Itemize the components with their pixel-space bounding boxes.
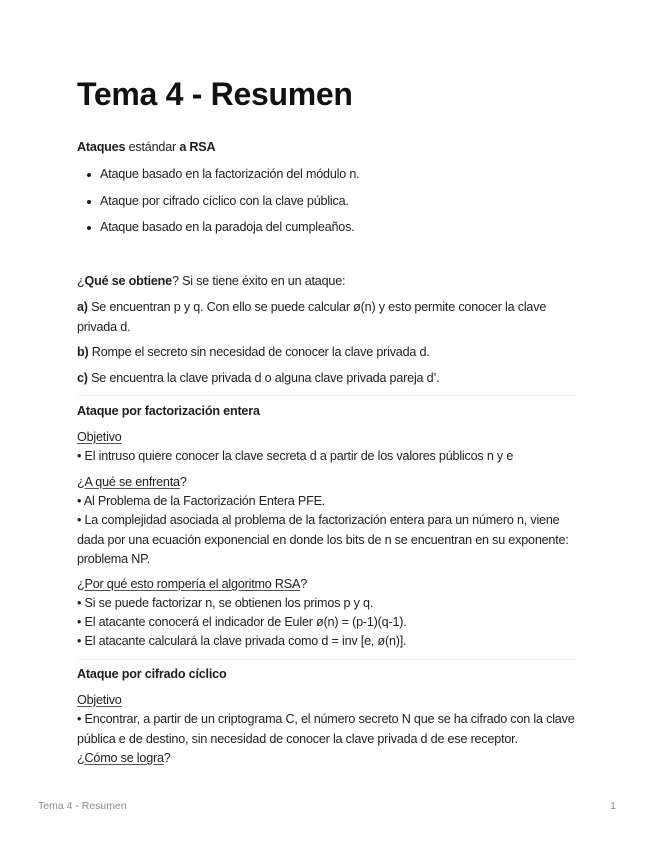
intro-bold-ataques: Ataques	[77, 140, 126, 154]
section1-objetivo-label	[77, 428, 577, 448]
list-item: Ataque basado en la factorización del módulo n.	[77, 165, 577, 185]
question-suffix: ?	[179, 475, 187, 489]
attacks-list	[77, 165, 577, 245]
section2-heading-text: Ataque por cifrado cíclico	[77, 667, 227, 681]
question-bold: Qué se obtiene	[84, 274, 172, 288]
question-link[interactable]: A qué se enfrenta	[84, 475, 180, 489]
page-title: Tema 4 - Resumen	[77, 76, 353, 112]
section1-q2-line3: • El atacante calculará la clave privada como d = inv [e, ø(n)].	[77, 634, 407, 648]
page-number: 1	[610, 800, 616, 812]
section1-question2	[77, 575, 577, 595]
objetivo-link[interactable]: Objetivo	[77, 693, 122, 707]
question-link[interactable]: Cómo se logra	[84, 751, 164, 765]
question-prefix: ¿	[77, 475, 85, 489]
list-item: Ataque por cifrado cíclico con la clave pública.	[77, 192, 577, 212]
section1-heading-text: Ataque por factorización entera	[77, 404, 260, 418]
section1-q2-line1: • Si se puede factorizar n, se obtienen los primos p y q.	[77, 596, 374, 610]
section-divider	[77, 395, 577, 396]
question-link[interactable]: Por qué esto rompería el algoritmo RSA	[84, 577, 301, 591]
question-suffix: ?	[163, 751, 171, 765]
section1-heading	[77, 402, 577, 422]
section1-objetivo-text: • El intruso quiere conocer la clave secreta d a partir de los valores públicos n y e	[77, 449, 514, 463]
section2-objetivo-label	[77, 691, 577, 711]
question-rest: ? Si se tiene éxito en un ataque:	[171, 274, 346, 288]
section2-objetivo-text: • Encontrar, a partir de un criptograma C, el número secreto N que se ha cifrado con la clave pública e de destino, sin necesidad de conocer la clave privada d de ese receptor.	[77, 712, 575, 746]
section1-question1	[77, 473, 577, 493]
list-item: Ataque basado en la paradoja del cumpleaños.	[77, 218, 577, 238]
question-prefix: ¿	[77, 751, 85, 765]
question-prefix: ¿	[77, 274, 85, 288]
question-paragraph	[77, 272, 577, 292]
footer-title: Tema 4 - Resumen	[38, 800, 127, 812]
outcome-a	[77, 298, 577, 337]
outcome-text: Se encuentra la clave privada d o alguna clave privada pareja d’.	[87, 371, 440, 385]
intro-text: estándar	[125, 140, 180, 154]
outcome-text: Se encuentran p y q. Con ello se puede calcular ø(n) y esto permite conocer la clave privada d.	[77, 300, 547, 334]
objetivo-link[interactable]: Objetivo	[77, 430, 122, 444]
section2-question	[77, 749, 577, 769]
intro-bold-rsa: a RSA	[179, 140, 216, 154]
section1-q1-line1: • Al Problema de la Factorización Entera PFE.	[77, 494, 326, 508]
section-divider	[77, 659, 577, 660]
section1-q1-line2: • La complejidad asociada al problema de la factorización entera para un número n, viene dada por una ecuación exponencial en donde los bits de n se encuentran en su exponente: problema NP.	[77, 513, 569, 566]
outcome-c	[77, 369, 577, 389]
outcome-label: a)	[77, 300, 88, 314]
section1-q2-line2: • El atacante conocerá el indicador de Euler ø(n) = (p-1)(q-1).	[77, 615, 407, 629]
question-suffix: ?	[300, 577, 308, 591]
section2-heading	[77, 665, 577, 685]
intro-paragraph	[77, 138, 577, 158]
question-prefix: ¿	[77, 577, 85, 591]
outcome-label: b)	[77, 345, 89, 359]
outcome-label: c)	[77, 371, 88, 385]
outcome-text: Rompe el secreto sin necesidad de conocer la clave privada d.	[88, 345, 430, 359]
outcome-b	[77, 343, 577, 363]
